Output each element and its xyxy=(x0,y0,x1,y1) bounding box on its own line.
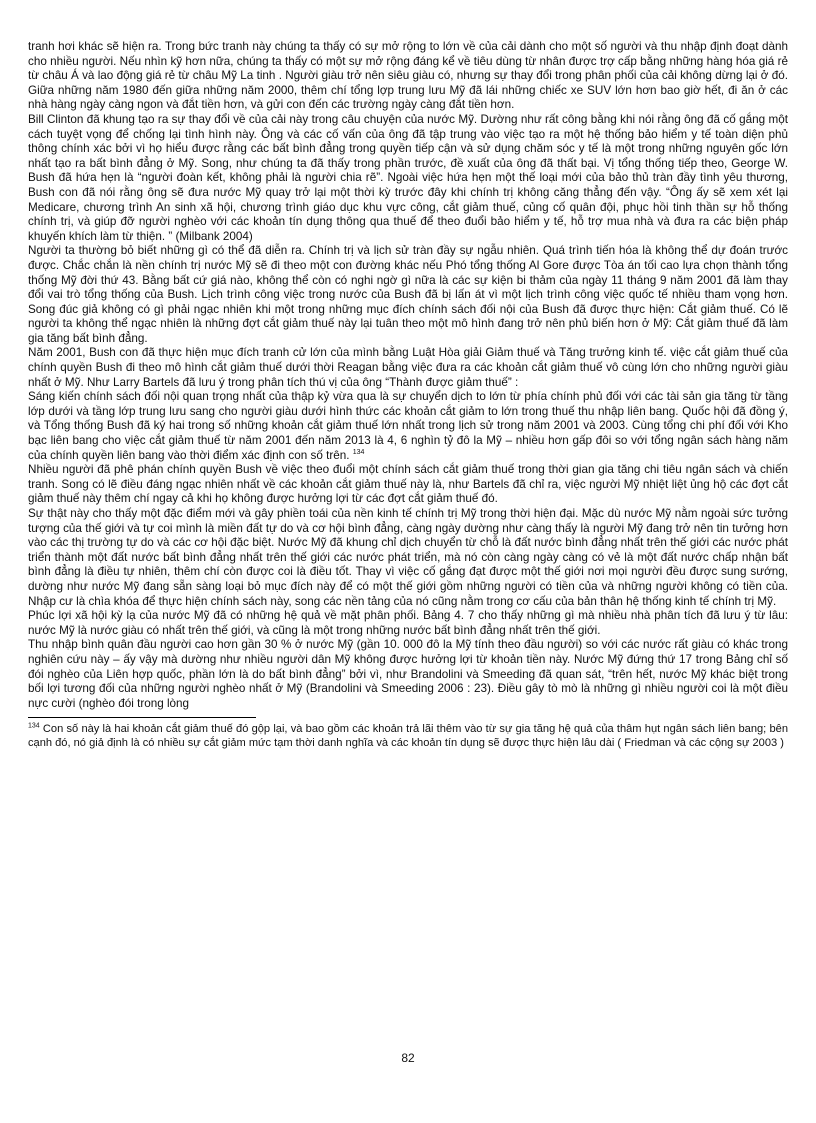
footnote-item xyxy=(28,723,788,751)
paragraph-8: Phúc lợi xã hội kỳ lạ của nước Mỹ đã có những hệ quả về mặt phân phối. Bảng 4. 7 cho thấy những gì mà nhiều nhà phân tích đã lưu ý từ lâu: nước Mỹ là nước giàu có nhất trên thế giới, và cũng là một trong những nước bất bình đẳng nhất trên thế giới. xyxy=(28,609,788,637)
footnote xyxy=(28,723,788,751)
footnote-text: Con số này là hai khoản cắt giảm thuế đó gộp lại, và bao gồm các khoản trả lãi thêm vào từ sự gia tăng hệ quả của thâm hụt ngân sách liên bang; bên cạnh đó, nó giả định là có nhiều sự cắt giảm mức tạm thời danh nghĩa và các khoản tín dụng sẽ được thực hiện lâu dài ( Friedman và các cộng sự 2003 ) xyxy=(28,723,788,750)
footnote-number: 134 xyxy=(28,722,40,730)
paragraph-7: Sự thật này cho thấy một đặc điểm mới và gây phiền toái của nền kinh tế chính trị Mỹ trong thời hiện đại. Mặc dù nước Mỹ nằm ngoài sức tưởng tượng của thế giới và tự coi mình là miền đất tự do và cơ hội bình đẳng, càng ngày dường như càng thấy là người Mỹ đang trở nên tin tưởng hơn vào các thị trường tự do và các cơ hội đặc biệt. Nước Mỹ đã khung chỉ dịch chuyển từ chỗ là đất nước bình đẳng nhất trên thế giới các nước phát triển thành một đất nước bất bình đẳng nhất trên thế giới các nước phát triển, mà nó còn càng ngày càng có vẻ là một đất nước chấp nhận bất bình đẳng là điều tự nhiên, thêm chí còn được coi là điều tốt. Thay vì việc cố gắng đạt được một thế giới nơi mọi người đều được sung sướng, dường như nước Mỹ đang sẵn sàng loại bỏ mục đích này để có một thế giới gồm những người có tiền của và những người không có tiền của. Nhập cư là chìa khóa để thực hiện chính sách này, song các nền tảng của nó cũng nằm trong cơ cấu của bản thân hệ thống kinh tế chính trị Mỹ. xyxy=(28,507,788,608)
paragraph-5-text: Sáng kiến chính sách đối nội quan trọng nhất của thập kỷ vừa qua là sự chuyển dịch to lớn từ phía chính phủ đối với các tài sản gia tăng từ tầng lớp dưới và tầng lớp trung lưu sang cho người giàu dưới hình thức các khoản cắt giảm to lớn trong thuế thu nhập liên bang. Quốc hội đã đồng ý, và Tổng thống Bush đã ký hai trong số những khoản cắt giảm thuế lớn nhất trong lịch sử trong năm 2001 và 2003. Cùng tổng chi phí đối với Kho bạc liên bang cho việc cắt giảm thuế từ năm 2001 đến năm 2013 là 4, 6 nghìn tỷ đô la Mỹ – nhiều hơn gấp đôi so với tổng ngân sách hàng năm của chính quyền liên bang vào thời điểm xác định con số trên. xyxy=(28,390,788,462)
document-page xyxy=(28,40,788,751)
paragraph-3: Người ta thường bỏ biết những gì có thể đã diễn ra. Chính trị và lịch sử tràn đầy sự ngẫu nhiên. Quá trình tiến hóa là không thể dự đoán trước được. Chắc chắn là nền chính trị nước Mỹ sẽ đi theo một con đường khác nếu Phó tổng thống Al Gore được Tòa án tối cao lựa chọn thành tổng thống Mỹ đời thứ 43. Bằng bất cứ giá nào, không thể còn có nghi ngờ gì nữa là các sự kiện bi thảm của ngày 11 tháng 9 năm 2001 đã làm thay đổi vai trò tổng thống của Bush. Lịch trình công việc trong nước của Bush đã bị lấn át vì một lịch trình công việc quốc tế nhiều tham vọng hơn. Song đúc giả không có gì phải ngạc nhiên khi một trong những mục đích chính sách đối nội của Bush đã được thực hiện: Cắt giảm thuế. Có lẽ người ta không thể ngạc nhiên là những đợt cắt giảm thuế này lại tuân theo một mô hình đang trở nên phủ biến hơn ở Mỹ: Cắt giảm thuế đã làm gia tăng bất bình đẳng. xyxy=(28,244,788,345)
paragraph-5-quote xyxy=(28,390,788,463)
footnote-reference: 134 xyxy=(352,448,365,456)
paragraph-2: Bill Clinton đã khung tạo ra sự thay đổi về của cải này trong câu chuyện của nước Mỹ. Dường như rất công bằng khi nói rằng ông đã cố gắng một cách tuyệt vọng để chống lại tình hình này. Ông và các cố vấn của ông đã tập trung vào việc tạo ra một hệ thống bảo hiểm y tế toàn diện phủ thông chính xác bởi vì họ hiểu được rằng các bất bình đẳng trong quyền tiếp cận và sử dụng chăm sóc y tế là một trong những nguyên gốc lớn nhất tạo ra bất bình đẳng ở Mỹ. Song, như chúng ta đã thấy trong phần trước, đề xuất của ông đã thất bại. Vị tổng thống tiếp theo, George W. Bush đã hứa hẹn là “người đoàn kết, không phải là người chia rẽ”. Ngoài việc hứa hẹn một thế loại mới của bảo thủ tràn đầy tình yêu thương, Bush con đã nói rằng ông sẽ đưa nước Mỹ quay trở lại một thời kỳ trước đây khi chính trị không căng thẳng đến vậy. “Ông ấy sẽ xem xét lại Medicare, chương trình An sinh xã hội, chương trình giáo dục khu vực công, cắt giảm thuế, củng cố quân đội, phục hồi tinh thần sự hỗ thống chính trị, và giúp đỡ người nghèo với các khoản tín dụng thông qua thuế để theo đuổi bảo hiểm y tế, hỗ trợ mua nhà và đưa ra các biện pháp khuyến khích làm từ thiện. ” (Milbank 2004) xyxy=(28,112,788,243)
page-number: 82 xyxy=(401,1051,415,1065)
footnote-divider xyxy=(28,717,256,718)
paragraph-6: Nhiều người đã phê phán chính quyền Bush về việc theo đuổi một chính sách cắt giảm thuế trong thời gian gia tăng chi tiêu ngân sách và chiến tranh. Song có lẽ điều đáng ngạc nhiên nhất về các khoản cắt giảm thuế này là, như Bartels đã chỉ ra, việc người Mỹ nhiệt liệt ủng hộ các đợt cắt giảm thuế này thêm chí ngay cả khi họ không được hưởng lợi từ các đợt cắt giảm thuế đó. xyxy=(28,463,788,506)
paragraph-9: Thu nhập bình quân đầu người cao hơn gần 30 % ở nước Mỹ (gần 10. 000 đô la Mỹ tính theo đầu người) so với các nước rất giàu có khác trong nghiên cứu này – ấy vậy mà dường như nhiều người dân Mỹ không được hưởng lợi từ khoản tiền này. Nước Mỹ đứng thứ 17 trong Bảng chỉ số đói nghèo của Liên hợp quốc, phần lớn là do bất bình đẳng” bởi vì, như Brandolini và Smeeding đã quan sát, “trên hết, nước Mỹ khác biệt trong bối lợi tương đối của những người nghèo nhất ở Mỹ (Brandolini và Smeeding 2006 : 23). Điều gây tò mò là những gì nhiều người coi là một điều nực cười (nghèo đói trong lòng xyxy=(28,638,788,710)
paragraph-4: Năm 2001, Bush con đã thực hiện mục đích tranh cử lớn của mình bằng Luật Hòa giải Giảm thuế và Tăng trưởng kinh tế. việc cắt giảm thuế của chính quyền Bush đi theo mô hình cắt giảm thuế dưới thời Reagan bằng việc đưa ra các khoản cắt giảm thuế vô cùng lớn cho những người giàu nhất ở Mỹ. Như Larry Bartels đã lưu ý trong phân tích thú vị của ông “Thành được giảm thuế” : xyxy=(28,346,788,389)
paragraph-1: tranh hơi khác sẽ hiện ra. Trong bức tranh này chúng ta thấy có sự mở rộng to lớn về của cải dành cho một số người và thu nhập định đoạt dành cho nhiều người. Nếu nhìn kỹ hơn nữa, chúng ta thấy có một sự mở rộng đáng kể về tiêu dùng từ nhân được trợ cấp bằng những hàng hóa giá rẻ từ châu Á và lao động giá rẻ từ châu Mỹ La tinh . Người giàu trở nên siêu giàu có, nhưng sự thay đổi trong phân phối của cải không dừng lại ở đó. Giữa những năm 1980 đến giữa những năm 2000, thêm chí tổng lợp trung lưu Mỹ đã lái những chiếc xe SUV lớn hơn bao giờ hết, đi ăn ở các nhà hàng ngày càng ngon và đắt tiền hơn, và gửi con đến các trường ngày càng đắt tiền hơn. xyxy=(28,40,788,112)
